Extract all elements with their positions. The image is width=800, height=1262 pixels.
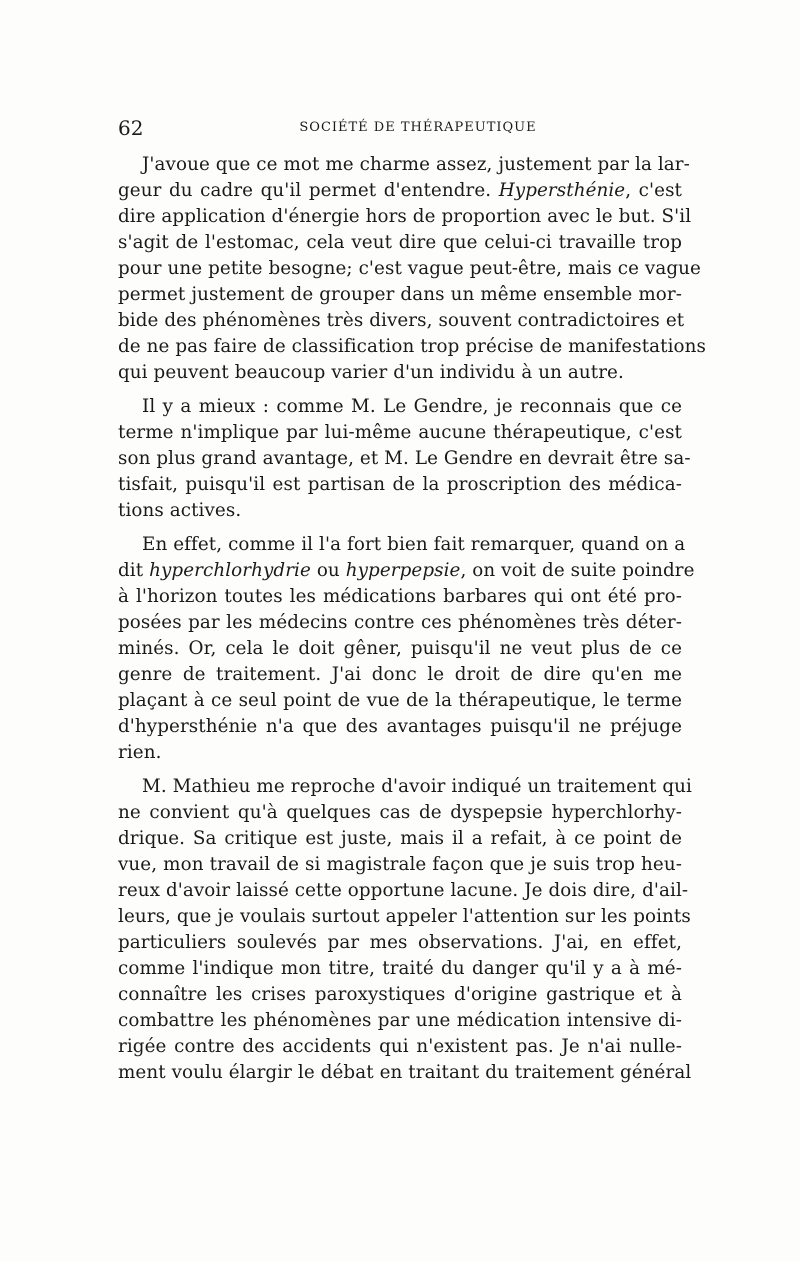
text-line: [118, 558, 695, 584]
text-line: combattre les phénomènes par une médication intensive di-: [118, 1010, 682, 1031]
text-line: connaître les crises paroxystiques d'origine gastrique et à: [118, 984, 682, 1005]
running-title: SOCIÉTÉ DE THÉRAPEUTIQUE: [299, 120, 537, 135]
italic-term: hyperpepsie: [345, 560, 461, 581]
text-run: dit: [118, 560, 144, 581]
text-line: comme l'indique mon titre, traité du danger qu'il y a à mé-: [118, 958, 682, 979]
text-line: tions actives.: [118, 500, 242, 521]
text-line: minés. Or, cela le doit gêner, puisqu'il ne veut plus de ce: [118, 638, 682, 659]
text-line: pour une petite besogne; c'est vague peut-être, mais ce vague: [118, 258, 701, 279]
text-line: leurs, que je voulais surtout appeler l'attention sur les points: [118, 906, 691, 927]
text-line: à l'horizon toutes les médications barbares qui ont été pro-: [118, 586, 682, 607]
running-head: [118, 116, 682, 140]
text-line: de ne pas faire de classification trop précise de manifestations: [118, 336, 706, 357]
text-line: vue, mon travail de si magistrale façon que je suis trop heu-: [118, 854, 682, 875]
text-line: d'hypersthénie n'a que des avantages puisqu'il ne préjuge: [118, 716, 682, 737]
text-line: qui peuvent beaucoup varier d'un individu à un autre.: [118, 362, 624, 383]
paragraph-4: [118, 774, 692, 1086]
italic-term: hyperchlorhydrie: [149, 560, 311, 581]
text-line: dire application d'énergie hors de proportion avec le but. S'il: [118, 206, 692, 227]
text-line: Il y a mieux : comme M. Le Gendre, je reconnais que ce: [142, 396, 682, 417]
text-line: particuliers soulevés par mes observations. J'ai, en effet,: [118, 932, 682, 953]
text-line: En effet, comme il l'a fort bien fait remarquer, quand on a: [142, 534, 686, 555]
text-line: drique. Sa critique est juste, mais il a refait, à ce point de: [118, 828, 682, 849]
text-line: rigée contre des accidents qui n'existent pas. Je n'ai nulle-: [118, 1036, 682, 1057]
text-line: plaçant à ce seul point de vue de la thérapeutique, le terme: [118, 690, 682, 711]
text-line: bide des phénomènes très divers, souvent contradictoires et: [118, 310, 685, 331]
paragraph-3: [118, 532, 695, 766]
text-run: geur du cadre qu'il permet d'entendre.: [118, 180, 492, 201]
text-line: posées par les médecins contre ces phénomènes très déter-: [118, 612, 682, 633]
text-line: son plus grand avantage, et M. Le Gendre en devrait être sa-: [118, 448, 691, 469]
text-run: ou: [316, 560, 340, 581]
text-line: terme n'implique par lui-même aucune thérapeutique, c'est: [118, 422, 682, 443]
text-line: tisfait, puisqu'il est partisan de la proscription des médica-: [118, 474, 682, 495]
text-line: genre de traitement. J'ai donc le droit de dire qu'en me: [118, 664, 682, 685]
text-line: [118, 178, 682, 204]
text-line: rien.: [118, 742, 162, 763]
paragraph-2: [118, 394, 691, 524]
text-line: permet justement de grouper dans un même ensemble mor-: [118, 284, 682, 305]
text-line: s'agit de l'estomac, cela veut dire que celui-ci travaille trop: [118, 232, 682, 253]
paragraph-1: [118, 152, 706, 386]
text-line: ment voulu élargir le débat en traitant du traitement général: [118, 1062, 692, 1083]
text-line: J'avoue que ce mot me charme assez, justement par la lar-: [142, 154, 690, 175]
body-text: [118, 152, 706, 1094]
italic-term: Hypersthénie: [498, 180, 626, 201]
text-run: , c'est: [625, 180, 682, 201]
page-number: 62: [118, 116, 144, 140]
text-run: , on voit de suite poindre: [460, 560, 695, 581]
text-line: reux d'avoir laissé cette opportune lacune. Je dois dire, d'ail-: [118, 880, 689, 901]
text-line: M. Mathieu me reproche d'avoir indiqué un traitement qui: [142, 776, 692, 797]
text-line: ne convient qu'à quelques cas de dyspepsie hyperchlorhy-: [118, 802, 682, 823]
